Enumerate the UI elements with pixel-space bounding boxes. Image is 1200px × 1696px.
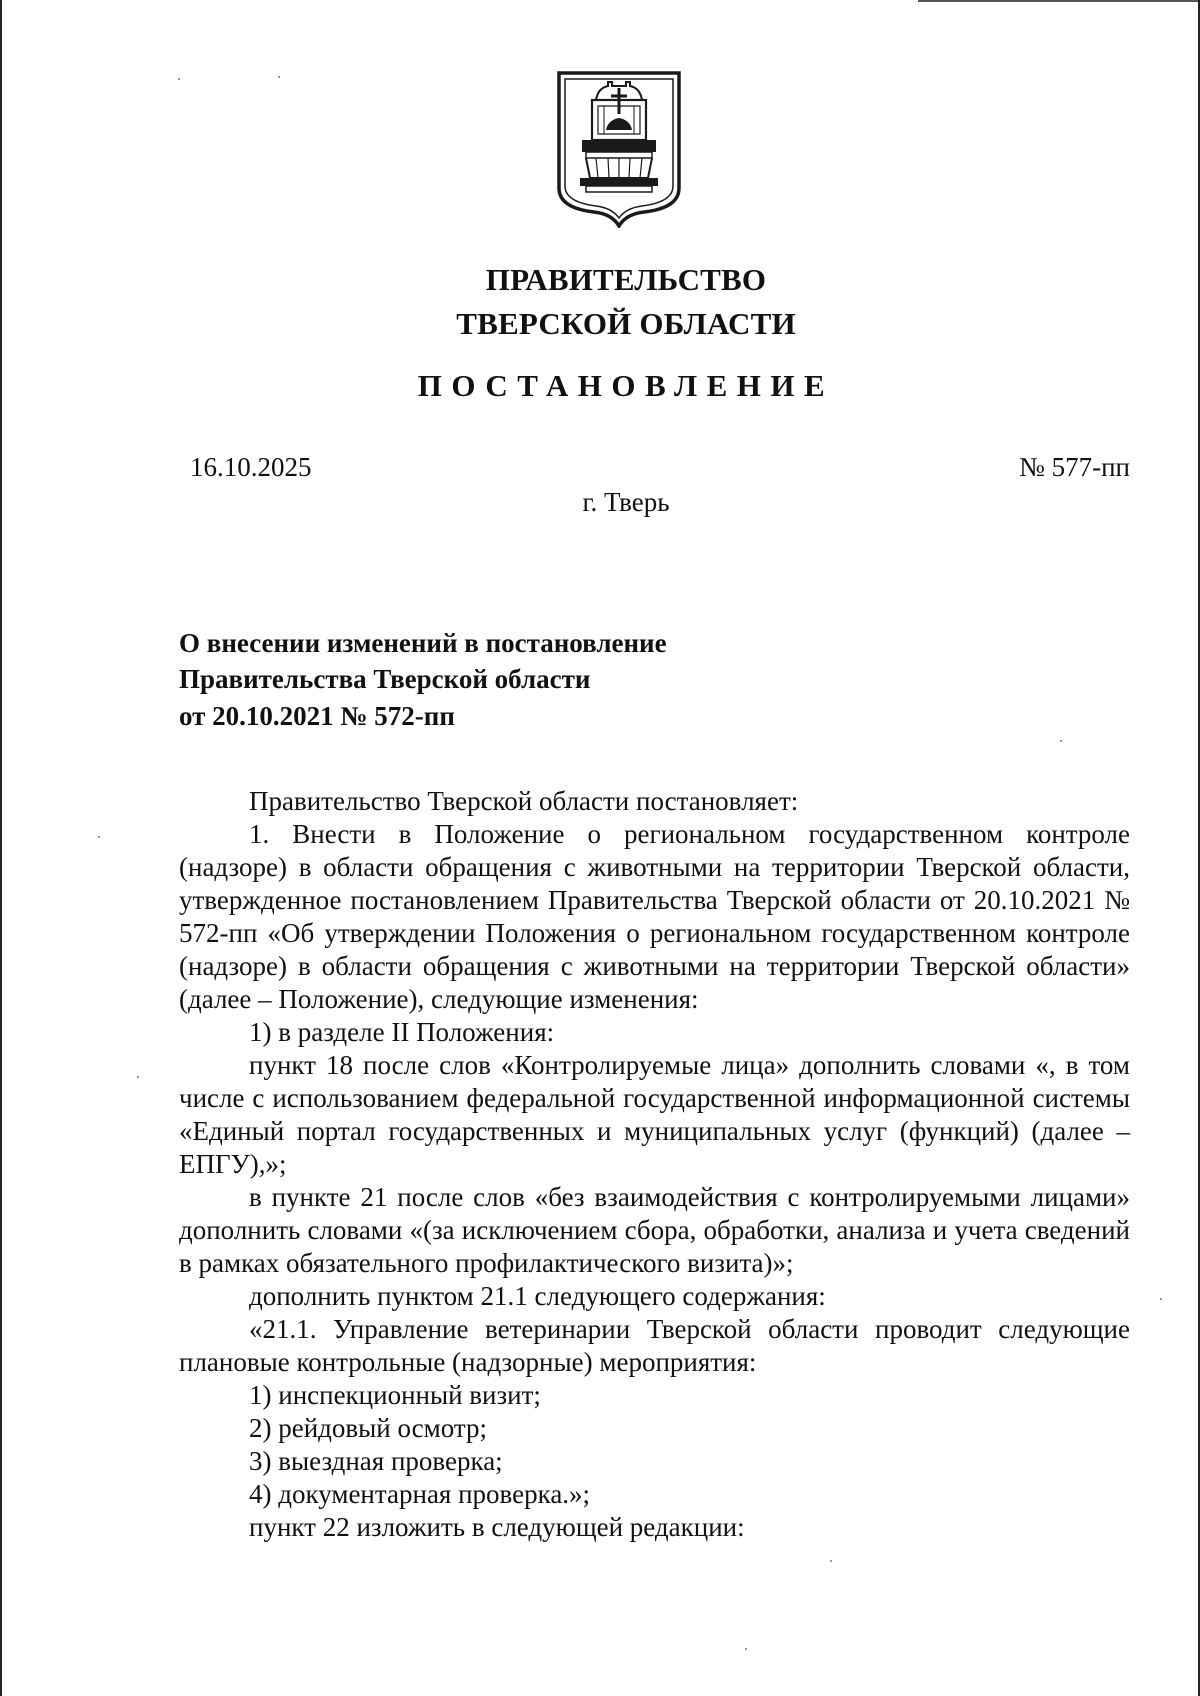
document-title-line3: от 20.10.2021 № 572-пп (179, 700, 455, 731)
paragraph-21-1-text: «21.1. Управление ветеринарии Тверской области проводит следующие плановые контрольные (надзорные) мероприятия: (179, 1314, 1130, 1377)
paragraph-section-2: 1) в разделе II Положения: (249, 1017, 555, 1047)
paragraph-add-21-1: дополнить пунктом 21.1 следующего содержания: (249, 1281, 826, 1311)
scan-edge-top (918, 0, 1200, 2)
scan-speck (1060, 740, 1062, 742)
document-title (179, 625, 667, 734)
tver-coat-of-arms-icon (556, 70, 682, 228)
paragraph-point-18: пункт 18 после слов «Контролируемые лица» дополнить словами «, в том числе с использованием федеральной государственной информационной системы «Единый портал государственных и муниципальных услуг (функций) (далее – ЕПГУ),»; (179, 1050, 1130, 1179)
paragraph-preamble: Правительство Тверской области постановляет: (249, 786, 799, 816)
scan-speck (830, 1560, 832, 1562)
scan-speck (178, 78, 180, 80)
scan-speck (98, 836, 100, 838)
scan-edge-left (0, 0, 2, 1696)
list-item: 4) документарная проверка.»; (249, 1479, 591, 1509)
document-number: № 577-пп (1019, 452, 1130, 482)
paragraph-point-22: пункт 22 изложить в следующей редакции: (249, 1512, 745, 1542)
government-heading-line1: ПРАВИТЕЛЬСТВО (485, 262, 767, 297)
scan-speck (1160, 1298, 1162, 1300)
document-title-line1: О внесении изменений в постановление (179, 628, 667, 658)
document-body (179, 785, 1130, 1544)
document-type-heading: ПОСТАНОВЛЕНИЕ (417, 368, 835, 403)
list-item: 3) выездная проверка; (249, 1446, 503, 1476)
list-item: 2) рейдовый осмотр; (249, 1413, 488, 1443)
government-heading-line2: ТВЕРСКОЙ ОБЛАСТИ (456, 306, 796, 342)
document-title-line2: Правительства Тверской области (179, 664, 591, 695)
paragraph-point-21: в пункте 21 после слов «без взаимодействия с контролируемыми лицами» дополнить словами «(за исключением сбора, обработки, анализа и учета сведений в рамках обязательного профилактического визита)»; (179, 1182, 1130, 1278)
document-city: г. Тверь (582, 487, 670, 517)
list-item: 1) инспекционный визит; (249, 1380, 541, 1410)
scan-speck (278, 76, 280, 78)
document-date: 16.10.2025 (190, 452, 312, 482)
paragraph-item-1: 1. Внести в Положение о региональном государственном контроле (надзоре) в области обращения с животными на территории Тверской области, утвержденное постановлением Правительства Тверской области от 20.10.2021 № 572-пп «Об утверждении Положения о региональном государственном контроле (надзоре) в области обращения с животными на территории Тверской области» (далее – Положение), следующие изменения: (179, 819, 1130, 1014)
government-heading (0, 258, 1200, 347)
scan-speck (137, 1076, 139, 1078)
scan-speck (745, 1648, 747, 1650)
